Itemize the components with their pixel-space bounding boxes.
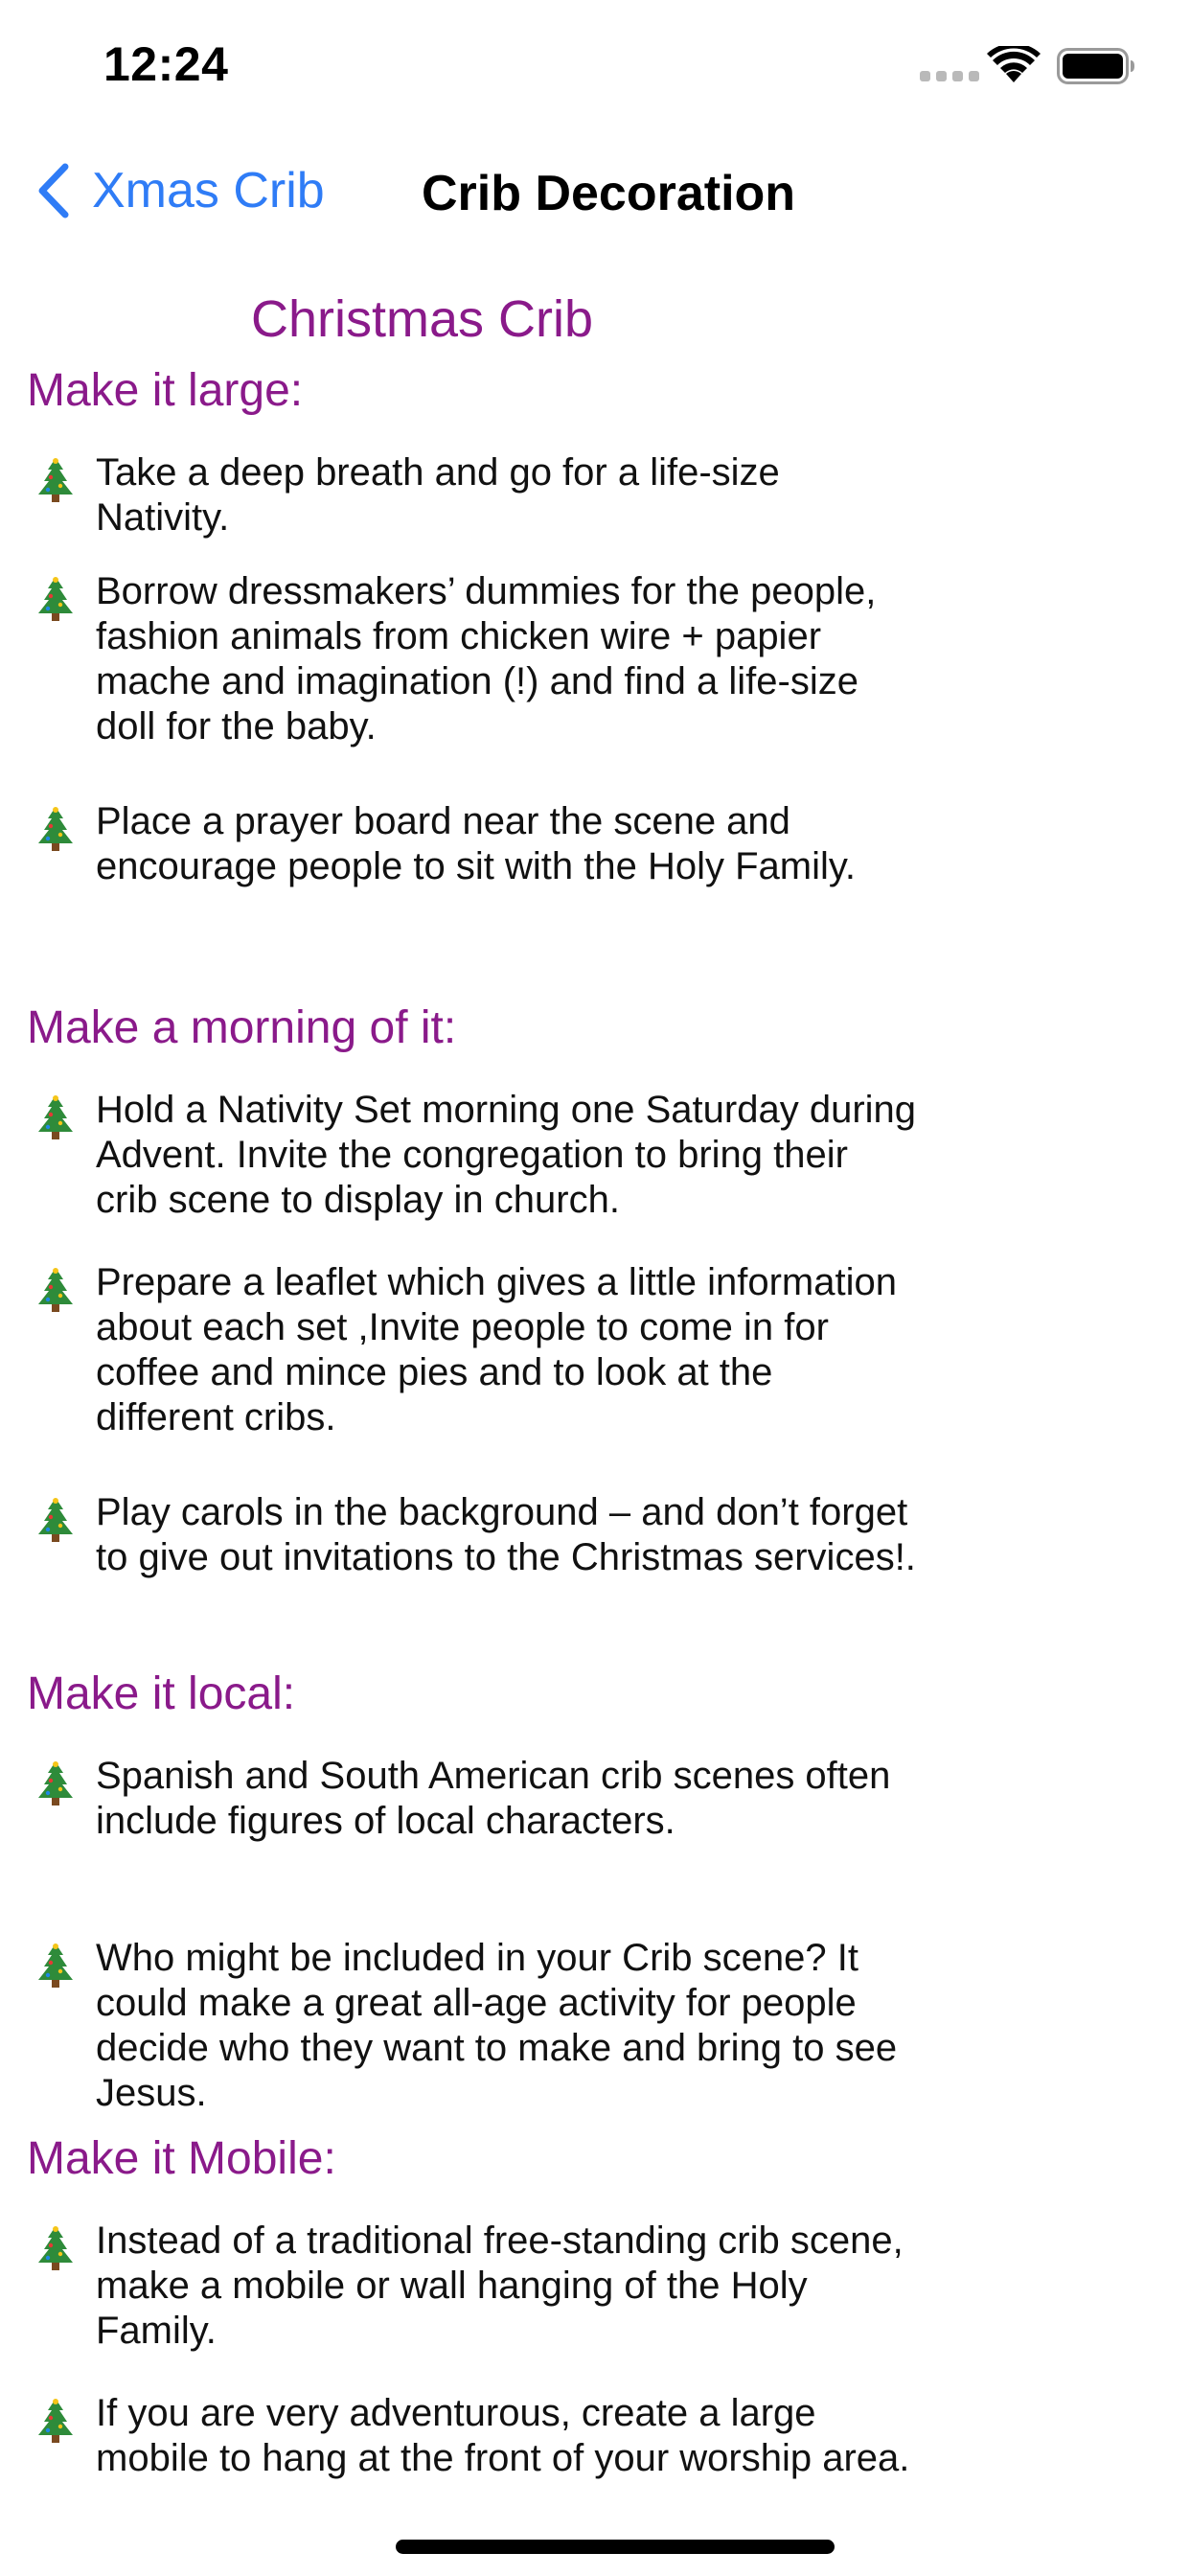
- list-item-text: If you are very adventurous, create a large mobile to hang at the front of your worship area.: [96, 2392, 910, 2479]
- list-item-text: Who might be included in your Crib scene? It could make a great all-age activity for people decide who they want to make and bring to see Jesus.: [96, 1937, 898, 2114]
- list-item-text: Spanish and South American crib scenes often include figures of local characters.: [96, 1755, 891, 1842]
- christmas-tree-icon: [34, 1942, 77, 1990]
- list-item-text: Instead of a traditional free-standing crib scene, make a mobile or wall hanging of the Holy Family.: [96, 2220, 904, 2352]
- list-item-text: Place a prayer board near the scene and encourage people to sit with the Holy Family.: [96, 800, 856, 887]
- christmas-tree-icon: [34, 1496, 77, 1544]
- section-heading-make-a-morning-of-it: Make a morning of it:: [27, 1002, 457, 1053]
- home-indicator[interactable]: [396, 2540, 835, 2554]
- christmas-tree-icon: [34, 456, 77, 504]
- list-item-text: Prepare a leaflet which gives a little information about each set ,Invite people to come in for coffee and mince pies and to look at the different cribs.: [96, 1261, 897, 1438]
- page-title: Crib Decoration: [422, 166, 796, 221]
- list-item-text: Take a deep breath and go for a life-size Nativity.: [96, 451, 780, 539]
- content-heading: Christmas Crib: [251, 290, 594, 348]
- back-button[interactable]: [33, 161, 325, 220]
- christmas-tree-icon: [34, 805, 77, 853]
- back-button-label: Xmas Crib: [92, 163, 325, 218]
- battery-icon: [1057, 48, 1135, 84]
- status-bar: [0, 0, 1190, 129]
- section-heading-make-it-local: Make it local:: [27, 1668, 296, 1719]
- list-item-text: Hold a Nativity Set morning one Saturday during Advent. Invite the congregation to bring their crib scene to display in church.: [96, 1089, 917, 1221]
- christmas-tree-icon: [34, 1093, 77, 1141]
- wifi-icon: [987, 46, 1041, 84]
- cellular-signal-icon: [920, 71, 979, 81]
- status-time: 12:24: [103, 37, 229, 91]
- chevron-left-icon: [33, 161, 73, 220]
- christmas-tree-icon: [34, 1266, 77, 1314]
- list-item-text: Play carols in the background – and don’t forget to give out invitations to the Christmas services!.: [96, 1491, 916, 1578]
- christmas-tree-icon: [34, 2397, 77, 2445]
- christmas-tree-icon: [34, 1760, 77, 1807]
- christmas-tree-icon: [34, 575, 77, 623]
- section-heading-make-it-large: Make it large:: [27, 365, 304, 416]
- section-heading-make-it-mobile: Make it Mobile:: [27, 2133, 336, 2184]
- navigation-bar: [0, 144, 1190, 240]
- list-item-text: Borrow dressmakers’ dummies for the people, fashion animals from chicken wire + papier mache and imagination (!) and find a life-size doll for the baby.: [96, 570, 877, 748]
- christmas-tree-icon: [34, 2224, 77, 2272]
